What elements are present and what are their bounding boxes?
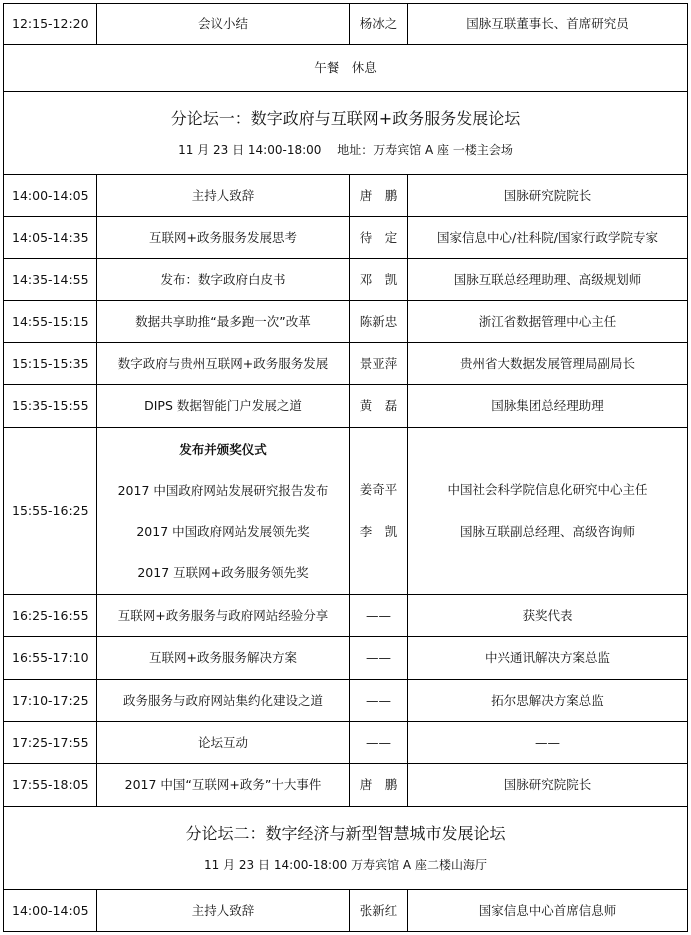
title-cell: 贵州省大数据发展管理局副局长 <box>408 343 688 385</box>
speaker-cell: 张新红 <box>350 890 408 932</box>
speaker-title: 中国社会科学院信息化研究中心主任 <box>447 482 648 497</box>
time-cell: 14:00-14:05 <box>4 890 97 932</box>
speaker-cell: 黄 磊 <box>350 385 408 428</box>
table-row <box>4 595 688 637</box>
time-cell: 14:05-14:35 <box>4 217 97 259</box>
time-cell: 14:00-14:05 <box>4 175 97 217</box>
topic-cell: 数字政府与贵州互联网+政务服务发展 <box>97 343 350 385</box>
table-row <box>4 680 688 722</box>
time-cell: 17:55-18:05 <box>4 764 97 807</box>
topic-cell: 数据共享助推“最多跑一次”改革 <box>97 301 350 343</box>
forum2-title: 分论坛二：数字经济与新型智慧城市发展论坛 <box>185 823 506 843</box>
title-cell: 国脉研究院院长 <box>408 764 688 807</box>
time-cell: 15:15-15:35 <box>4 343 97 385</box>
topic-cell: 会议小结 <box>97 4 350 45</box>
agenda-table <box>3 3 688 932</box>
forum1-header-row <box>4 92 688 175</box>
forum1-info: 11 月 23 日 14:00-18:00 地址：万寿宾馆 A 座 一楼主会场 <box>178 142 513 157</box>
ceremony-row <box>4 428 688 595</box>
forum2-header-row <box>4 807 688 890</box>
topic-cell: 互联网+政务服务与政府网站经验分享 <box>97 595 350 637</box>
speaker-cell: 陈新忠 <box>350 301 408 343</box>
topic-cell: 论坛互动 <box>97 722 350 764</box>
ceremony-heading: 发布并颁奖仪式 <box>179 442 267 457</box>
forum2-info: 11 月 23 日 14:00-18:00 万寿宾馆 A 座二楼山海厅 <box>204 857 487 872</box>
time-cell: 12:15-12:20 <box>4 4 97 45</box>
title-cell: 国家信息中心/社科院/国家行政学院专家 <box>408 217 688 259</box>
table-row <box>4 890 688 932</box>
speaker-name: 姜奇平 <box>359 482 398 497</box>
ceremony-item: 2017 中国政府网站发展领先奖 <box>136 524 310 539</box>
title-cell: 浙江省数据管理中心主任 <box>408 301 688 343</box>
speaker-name: 李 凯 <box>359 524 398 539</box>
topic-cell: 主持人致辞 <box>97 890 350 932</box>
topic-cell: 发布：数字政府白皮书 <box>97 259 350 301</box>
table-row <box>4 722 688 764</box>
lunch-break: 午餐 休息 <box>4 45 688 92</box>
title-cell: 中兴通讯解决方案总监 <box>408 637 688 680</box>
topic-cell: 互联网+政务服务发展思考 <box>97 217 350 259</box>
table-row <box>4 217 688 259</box>
title-cell: 国脉互联总经理助理、高级规划师 <box>408 259 688 301</box>
speaker-title: 国脉互联副总经理、高级咨询师 <box>459 524 635 539</box>
topic-cell: 政务服务与政府网站集约化建设之道 <box>97 680 350 722</box>
speaker-cell: 邓 凯 <box>350 259 408 301</box>
forum1-header <box>4 92 688 175</box>
ceremony-item: 2017 中国政府网站发展研究报告发布 <box>117 483 329 498</box>
table-row <box>4 175 688 217</box>
title-cell: 国脉互联董事长、首席研究员 <box>408 4 688 45</box>
speaker-cell: 杨冰之 <box>350 4 408 45</box>
ceremony-speakers <box>350 428 408 595</box>
time-cell: 17:25-17:55 <box>4 722 97 764</box>
time-cell: 15:35-15:55 <box>4 385 97 428</box>
speaker-cell: 待 定 <box>350 217 408 259</box>
table-row <box>4 343 688 385</box>
time-cell: 15:55-16:25 <box>4 428 97 595</box>
speaker-cell: 景亚萍 <box>350 343 408 385</box>
ceremony-item: 2017 互联网+政务服务领先奖 <box>137 565 309 580</box>
speaker-cell: —— <box>350 637 408 680</box>
table-row <box>4 259 688 301</box>
topic-cell: DIPS 数据智能门户发展之道 <box>97 385 350 428</box>
ceremony-topics <box>97 428 350 595</box>
table-row <box>4 764 688 807</box>
table-row <box>4 385 688 428</box>
title-cell: 国脉研究院院长 <box>408 175 688 217</box>
table-row <box>4 637 688 680</box>
table-row <box>4 4 688 45</box>
speaker-cell: —— <box>350 595 408 637</box>
title-cell: 获奖代表 <box>408 595 688 637</box>
topic-cell: 互联网+政务服务解决方案 <box>97 637 350 680</box>
title-cell: 拓尔思解决方案总监 <box>408 680 688 722</box>
ceremony-titles <box>408 428 688 595</box>
lunch-row <box>4 45 688 92</box>
title-cell: —— <box>408 722 688 764</box>
speaker-cell: 唐 鹏 <box>350 175 408 217</box>
time-cell: 17:10-17:25 <box>4 680 97 722</box>
time-cell: 16:25-16:55 <box>4 595 97 637</box>
table-row <box>4 301 688 343</box>
title-cell: 国脉集团总经理助理 <box>408 385 688 428</box>
title-cell: 国家信息中心首席信息师 <box>408 890 688 932</box>
time-cell: 14:35-14:55 <box>4 259 97 301</box>
forum2-header <box>4 807 688 890</box>
speaker-cell: —— <box>350 680 408 722</box>
topic-cell: 2017 中国“互联网+政务”十大事件 <box>97 764 350 807</box>
speaker-cell: —— <box>350 722 408 764</box>
forum1-title: 分论坛一：数字政府与互联网+政务服务发展论坛 <box>170 108 521 128</box>
topic-cell: 主持人致辞 <box>97 175 350 217</box>
time-cell: 14:55-15:15 <box>4 301 97 343</box>
speaker-cell: 唐 鹏 <box>350 764 408 807</box>
time-cell: 16:55-17:10 <box>4 637 97 680</box>
